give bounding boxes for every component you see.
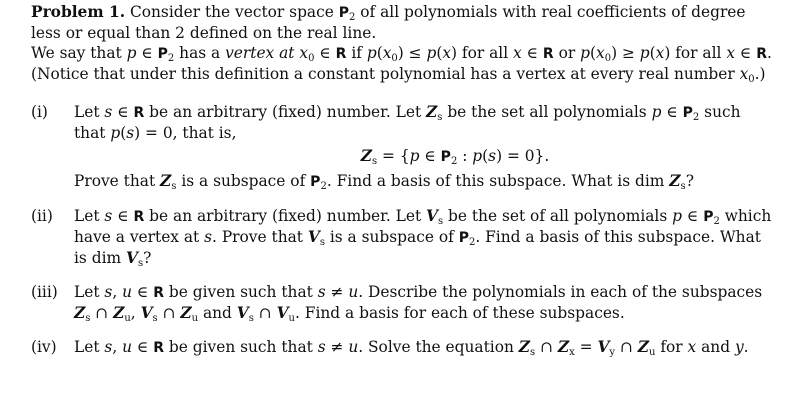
vertex-definition: We say that p ∈ $P_2$ has a vertex at $x_0$ ∈ R if $p(x_0) \le p(x)$ for all x ∈ R or $p(x_0) \ge p(x)$ for all x ∈ R. (Notice that under this definition a constant polynomial has a vertex at every real number $x_0$.) xyxy=(31,44,772,85)
problem-statement xyxy=(31,2,776,43)
part-iii-label: (iii) xyxy=(31,283,58,301)
part-i xyxy=(31,102,776,192)
part-ii xyxy=(31,206,776,268)
part-iv-label: (iv) xyxy=(31,338,57,356)
problem-intro: Consider the vector space $P_2$ of all polynomials with real coefficients of degree less or equal than 2 defined on the real line. xyxy=(31,3,746,42)
part-ii-label: (ii) xyxy=(31,207,53,225)
part-iii xyxy=(31,282,776,323)
part-i-display-equation: $Z_s = \{p$ ∈ $P_2$ : p(s) = 0}. xyxy=(360,147,550,167)
problem-label: Problem 1. xyxy=(31,3,126,21)
part-iii-text: Let s, u ∈ R be given such that s ≠ u. Describe the polynomials in each of the subspaces $Z_s$ ∩ $Z_u$, $V_s$ ∩ $Z_u$ and $V_s$ ∩ $V_u$. Find a basis for each of these subspaces. xyxy=(74,283,763,324)
part-iv-text: Let s, u ∈ R be given such that s ≠ u. Solve the equation $Z_s$ ∩ $Z_x = V_y$ ∩ $Z_u$ for x and y. xyxy=(74,338,749,358)
part-iv xyxy=(31,337,776,358)
part-ii-text: Let s ∈ R be an arbitrary (fixed) number. Let $V_s$ be the set of all polynomials p ∈ $P_2$ which have a vertex at s. Prove that $V_s$ is a subspace of $P_2$. Find a basis of this subspace. What is dim $V_s$? xyxy=(74,207,772,269)
part-i-text: Let s ∈ R be an arbitrary (fixed) number. Let $Z_s$ be the set all polynomials p ∈ $P_2$ such that p(s) = 0, that is, xyxy=(74,103,741,142)
part-i-question: Prove that $Z_s$ is a subspace of $P_2$. Find a basis of this subspace. What is dim $Z_s$? xyxy=(74,172,694,192)
part-i-label: (i) xyxy=(31,103,48,121)
